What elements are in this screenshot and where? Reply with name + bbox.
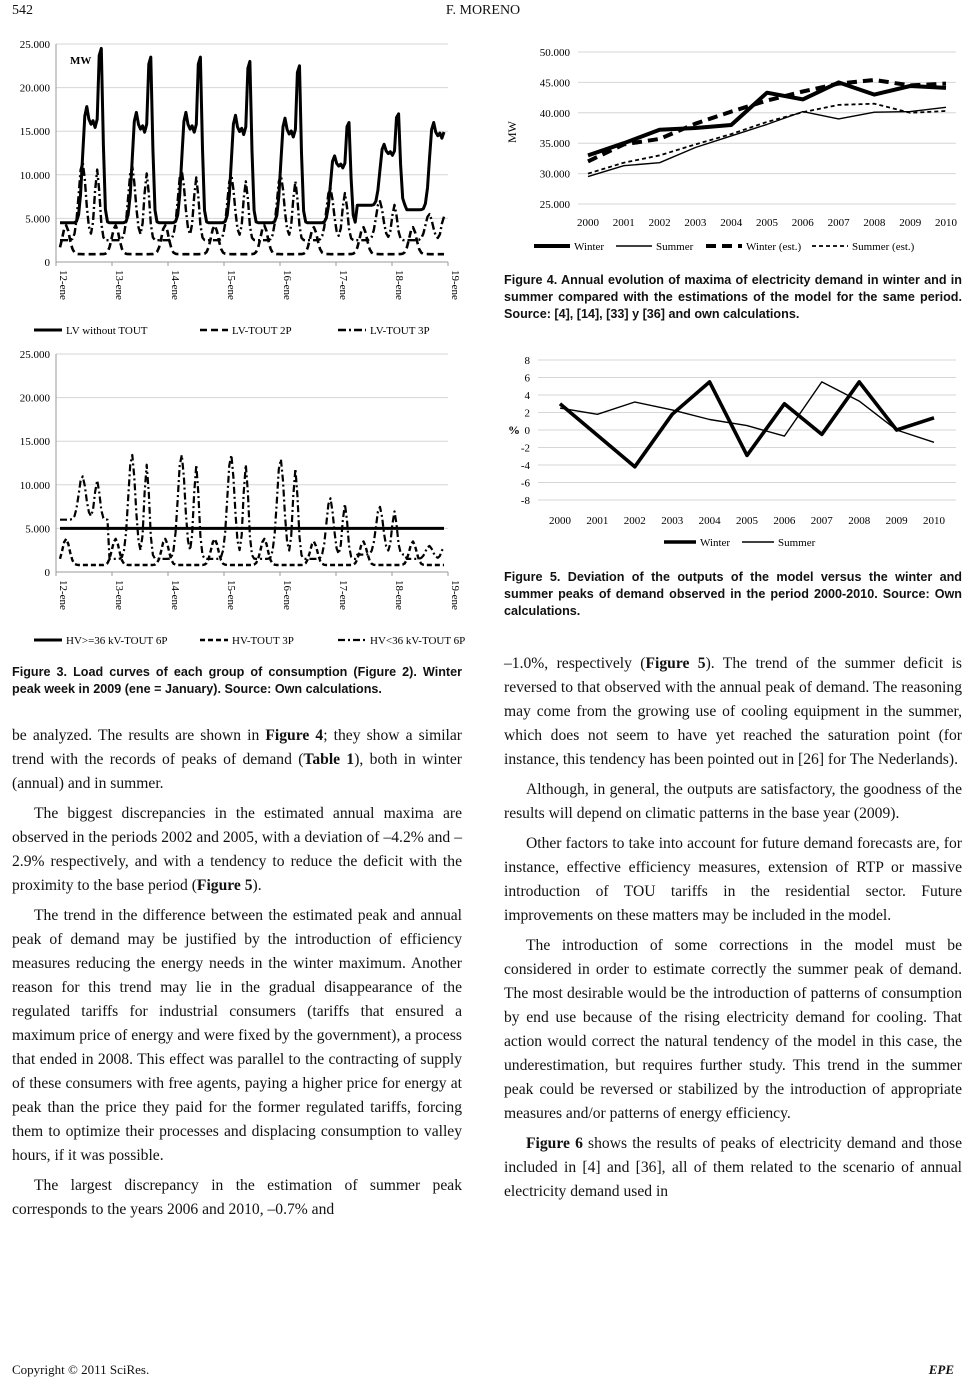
paragraph-text: shows the results of peaks of electricity demand and those included in [4] and [36], all of them related to the scenario of annual electricity demand used in [504, 1135, 962, 1200]
series-line-0 [588, 82, 946, 155]
y-axis-label: % [508, 423, 520, 437]
x-tick-label: 17-ene [337, 580, 349, 610]
legend-label: HV<36 kV-TOUT 6P [370, 635, 466, 647]
y-tick-label: -6 [520, 477, 530, 490]
figure-reference: Table 1 [303, 751, 355, 768]
page-number: 542 [12, 3, 33, 18]
figure-reference: Figure 6 [526, 1135, 583, 1152]
y-tick-label: 10.000 [19, 169, 50, 182]
series-line-2 [60, 455, 444, 559]
figure3-top-chart [4, 34, 461, 342]
paragraph-text: The introduction of some corrections in the model must be considered in order to estimate correctly the summer peak of demand. The most desirable would be the introduction of patterns of consumption by end use because of the rising electricity demand for cooling. That action would correct the natural tendency of the model in this case, the underestimation, but requires further study. This trend in the summer peak could be reversed or stabilized by the introduction of appropriate measures and/or patterns of energy efficiency. [504, 937, 962, 1122]
figure4-svg [496, 32, 962, 262]
page-header [0, 0, 966, 22]
y-tick-label: 0 [44, 567, 50, 579]
paragraph-text: The largest discrepancy in the estimation of summer peak corresponds to the years 2006 and 2010, –0.7% and [12, 1177, 462, 1218]
x-tick-label: 18-ene [393, 580, 405, 610]
figure5-chart [496, 352, 962, 557]
copyright-notice: Copyright © 2011 SciRes. [12, 1362, 150, 1377]
y-tick-label: 4 [524, 390, 530, 402]
figure3-bottom-svg [4, 344, 466, 652]
y-tick-label: 10.000 [19, 479, 50, 492]
right-text-column [504, 652, 962, 1210]
x-tick-label: 13-ene [113, 270, 125, 300]
paragraph-text: ). [252, 877, 262, 894]
paragraph-text: be analyzed. The results are shown in [12, 727, 266, 744]
y-tick-label: 25.000 [19, 349, 50, 361]
y-tick-label: 25.000 [19, 39, 50, 51]
y-tick-label: 30.000 [539, 168, 570, 181]
y-tick-label: 15.000 [19, 436, 50, 449]
x-tick-label: 2006 [791, 217, 814, 229]
x-tick-label: 2004 [720, 217, 743, 229]
figure5-caption: Figure 5. Deviation of the outputs of the model versus the winter and summer peaks of demand observed in the period 2000-2010. Source: Own calculations. [504, 570, 962, 618]
x-tick-label: 14-ene [169, 270, 181, 300]
y-tick-label: 40.000 [539, 107, 570, 120]
paragraph-text: The biggest discrepancies in the estimated annual maxima are observed in the periods 2002 and 2005, with a deviation of –4.2% and –2.9% respectively, and with a tendency to reduce the deficit with the proximity to the base period ( [12, 805, 462, 894]
figure3-bottom-chart [4, 344, 466, 652]
body-paragraph [504, 652, 962, 772]
x-tick-label: 2006 [773, 515, 796, 527]
y-tick-label: 50.000 [539, 47, 570, 59]
y-axis-label: MW [505, 121, 519, 143]
x-tick-label: 2008 [863, 217, 886, 229]
x-tick-label: 14-ene [169, 580, 181, 610]
x-tick-label: 2010 [935, 217, 957, 229]
body-paragraph [12, 1174, 462, 1222]
y-tick-label: 45.000 [539, 77, 570, 90]
x-tick-label: 2004 [698, 515, 721, 527]
body-paragraph [12, 904, 462, 1168]
x-tick-label: 2003 [684, 217, 707, 229]
y-tick-label: 0 [524, 425, 530, 437]
journal-abbrev: EPE [928, 1362, 954, 1377]
paragraph-text: Although, in general, the outputs are satisfactory, the goodness of the results will depend on climatic patterns in the base year (2009). [504, 781, 962, 822]
x-tick-label: 12-ene [57, 580, 69, 610]
x-tick-label: 2002 [648, 217, 671, 229]
x-tick-label: 12-ene [57, 270, 69, 300]
body-paragraph [504, 832, 962, 928]
x-tick-label: 17-ene [337, 270, 349, 300]
legend-label: HV>=36 kV-TOUT 6P [66, 635, 168, 647]
legend-label: Summer (est.) [852, 241, 915, 253]
figure4-caption: Figure 4. Annual evolution of maxima of electricity demand in winter and in summer compared with the estimations of the model for the same period. Source: [4], [14], [33] y [36] and own calculations. [504, 273, 962, 321]
legend-label: Winter (est.) [746, 241, 802, 253]
x-tick-label: 2000 [549, 515, 571, 527]
x-tick-label: 19-ene [449, 270, 461, 300]
legend-label: Summer [778, 537, 816, 549]
x-tick-label: 16-ene [281, 580, 293, 610]
x-tick-label: 18-ene [393, 270, 405, 300]
y-tick-label: 25.000 [539, 199, 570, 211]
y-tick-label: 2 [524, 407, 530, 420]
figure4-chart [496, 32, 962, 262]
x-tick-label: 2005 [756, 217, 778, 229]
running-author: F. MORENO [445, 3, 521, 18]
y-tick-label: 20.000 [19, 392, 50, 405]
y-tick-label: 8 [524, 355, 530, 367]
y-tick-label: 5.000 [25, 213, 50, 226]
x-tick-label: 2010 [923, 515, 945, 527]
x-tick-label: 13-ene [113, 580, 125, 610]
x-tick-label: 2001 [612, 217, 635, 229]
y-tick-label: 0 [44, 257, 50, 269]
y-tick-label: 35.000 [539, 138, 570, 151]
legend-label: HV-TOUT 3P [232, 635, 294, 647]
legend-label: Summer [656, 241, 694, 253]
series-line-0 [60, 48, 444, 222]
body-paragraph [12, 802, 462, 898]
y-tick-label: -4 [520, 460, 530, 472]
unit-label: MW [70, 55, 92, 67]
y-tick-label: -8 [520, 495, 530, 507]
x-tick-label: 2000 [577, 217, 599, 229]
paragraph-text: ), both in winter (annual) and in summer. [12, 751, 462, 792]
figure5-svg [496, 352, 962, 557]
x-tick-label: 2003 [661, 515, 684, 527]
paragraph-text: –1.0%, respectively ( [504, 655, 646, 672]
x-tick-label: 2009 [885, 515, 908, 527]
x-tick-label: 2007 [827, 217, 850, 229]
legend-label: LV-TOUT 2P [232, 325, 292, 337]
y-tick-label: 20.000 [19, 82, 50, 95]
paragraph-text: ). The trend of the summer deficit is reversed to that observed with the annual peak of demand. The reasoning may come from the growing use of cooling equipment in the summer, which does not seem to have yet reached the saturation point (for instance, this tendency has been pointed out in [26] for The Nederlands). [504, 655, 962, 768]
y-tick-label: -2 [520, 442, 530, 455]
body-paragraph [504, 1132, 962, 1204]
page-footer [0, 1358, 966, 1382]
x-tick-label: 2007 [810, 515, 833, 527]
figure-reference: Figure 4 [265, 727, 324, 744]
figure-reference: Figure 5 [645, 655, 706, 672]
x-tick-label: 19-ene [449, 580, 461, 610]
x-tick-label: 2009 [899, 217, 922, 229]
figure3-caption: Figure 3. Load curves of each group of consumption (Figure 2). Winter peak week in 2009 (ene = January). Source: Own calculations. [12, 665, 462, 696]
x-tick-label: 2001 [586, 515, 609, 527]
series-line-3 [588, 104, 946, 174]
body-paragraph [504, 934, 962, 1126]
x-tick-label: 2008 [848, 515, 871, 527]
legend-label: Winter [700, 537, 731, 549]
x-tick-label: 2002 [623, 515, 646, 527]
body-paragraph [12, 724, 462, 796]
paragraph-text: ; they show a similar trend with the records of peaks of demand ( [12, 727, 462, 768]
y-tick-label: 5.000 [25, 523, 50, 536]
x-tick-label: 2005 [736, 515, 758, 527]
legend-label: Winter [574, 241, 605, 253]
paragraph-text: Other factors to take into account for future demand forecasts are, for instance, effective efficiency measures, extension of RTP or massive introduction of TOU tariffs in the residential sector. Future improvements on these matters may be included in the model. [504, 835, 962, 924]
x-tick-label: 15-ene [225, 580, 237, 610]
paragraph-text: The trend in the difference between the estimated peak and annual peak of demand may be justified by the introduction of efficiency measures reducing the energy needs in the winter maximum. Another reason for this trend may lie in the gradual disappearance of the regulated tariffs for industrial consumers (tariffs that ensured a maximum price of energy and were fixed by the government), a process that ended in 2008. This effect was parallel to the contracting of supply of these consumers with free agents, paying a higher price for energy at peak than the price they paid for the former regulated tariffs, forcing them to optimize their processes and displacing consumption to valley hours, if it was possible. [12, 907, 462, 1164]
left-text-column [12, 724, 462, 1228]
figure-reference: Figure 5 [196, 877, 253, 894]
x-tick-label: 16-ene [281, 270, 293, 300]
y-tick-label: 15.000 [19, 126, 50, 139]
x-tick-label: 15-ene [225, 270, 237, 300]
legend-label: LV-TOUT 3P [370, 325, 430, 337]
y-tick-label: 6 [524, 372, 530, 385]
body-paragraph [504, 778, 962, 826]
legend-label: LV without TOUT [66, 325, 148, 337]
figure3-top-svg [4, 34, 461, 342]
